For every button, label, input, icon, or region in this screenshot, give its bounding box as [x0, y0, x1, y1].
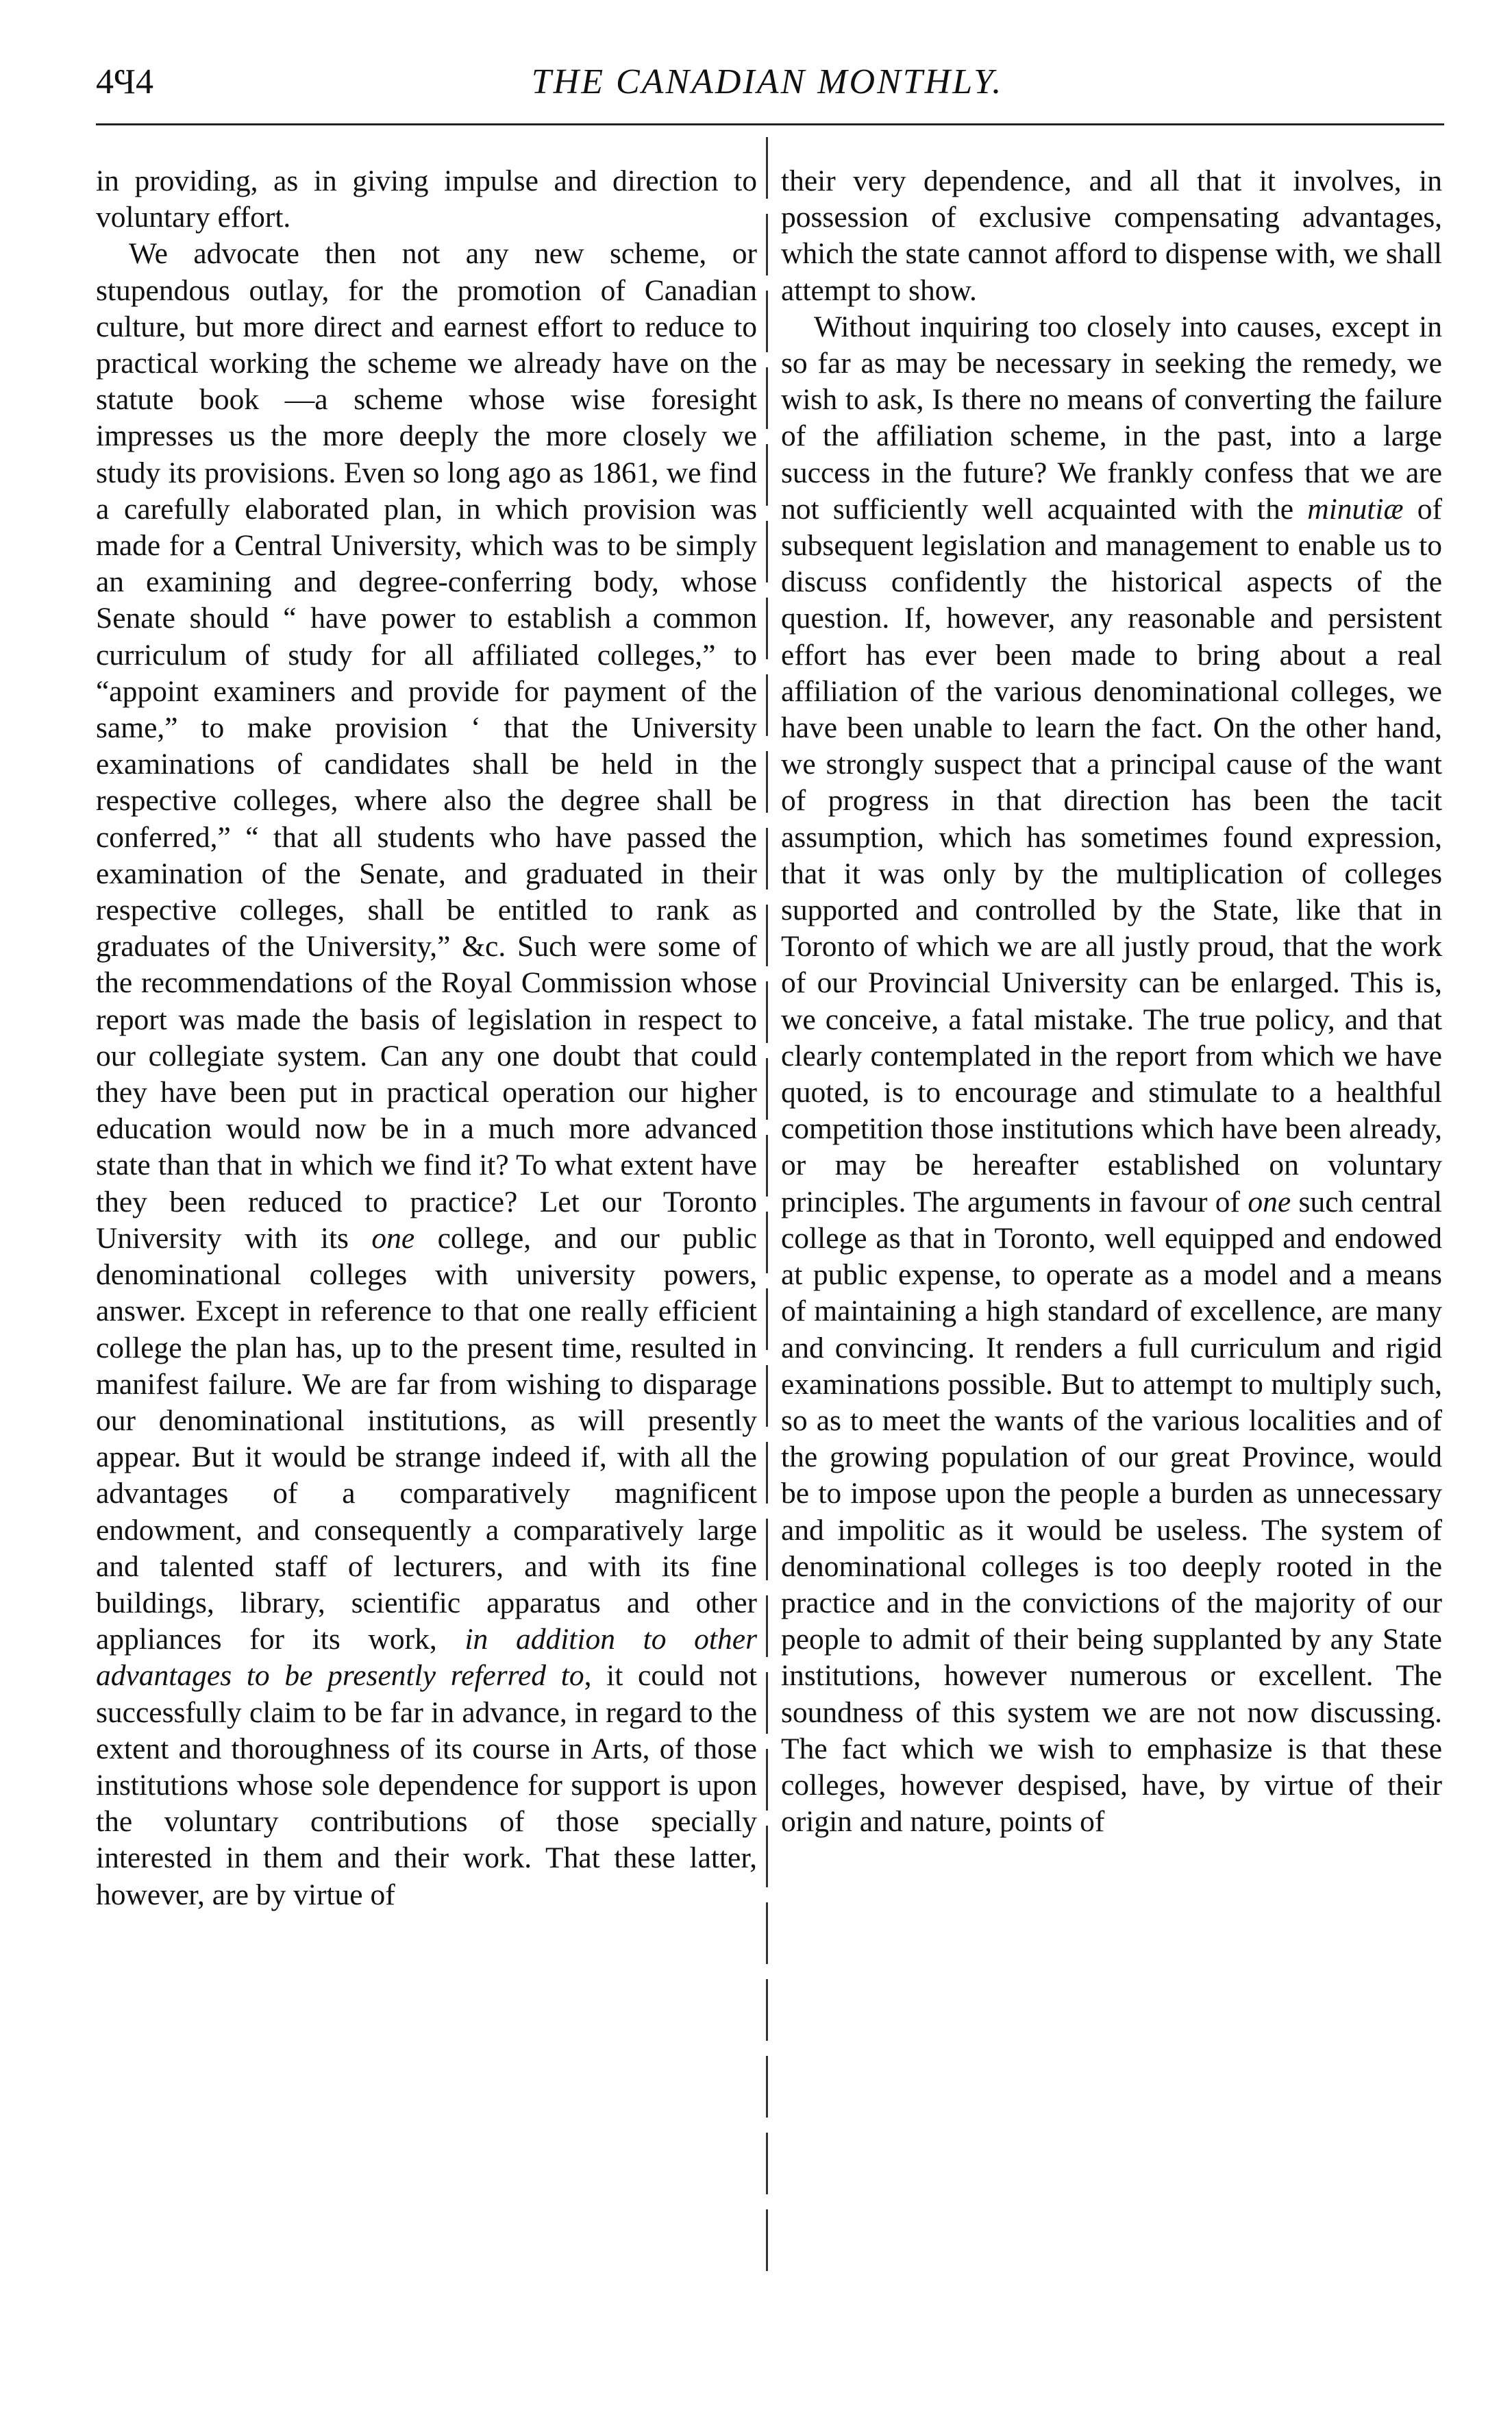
paragraph-without-inquiring — [781, 309, 1442, 1841]
header-rule — [96, 123, 1444, 125]
text-run: We advocate then not any new scheme, or stupendous outlay, for the promotion of Canadian culture, but more direct and earnest effort to reduce to practical working the scheme we already have on the statute book —a scheme whose wise foresight impresses us the more deeply the more closely we study its provisions. Even so long ago as 1861, we find a carefully elaborated plan, in which provision was made for a Central University, which was to be simply an examining and degree-conferring body, whose Senate should “ have power to establish a common curriculum of study for all affiliated colleges,” to “appoint examiners and provide for payment of the same,” to make provision ‘ that the University examinations of candidates shall be held in the respective colleges, where also the degree shall be conferred,” “ that all students who have passed the examination of the Senate, and graduated in their respective colleges, shall be entitled to rank as graduates of the University,” &c. Such were some of the recommendations of the Royal Commission whose report was made the basis of legislation in respect to our collegiate system. Can any one doubt that could they have been put in practical operation our higher education would now be in a much more advanced state than that in which we find it? To what extent have they been reduced to practice? Let our Toronto University with its — [96, 237, 757, 1255]
text-run: college, and our public denominational colleges with university powers, answer. Except in reference to that one really efficient college the plan has, up to the present time, resulted in manifest failure. We are far from wishing to disparage our denominational institutions, as will presently appear. But it would be strange indeed if, with all the advantages of a comparatively magnificent endowment, and consequently a comparatively large and talented staff of lecturers, and with its fine buildings, library, scientific apparatus and other appliances for its work, — [96, 1221, 757, 1656]
text-run: such central college as that in Toronto, well equipped and endowed at public expense, to operate as a model and a means of maintaining a high standard of excellence, are many and convincing. It renders a full curriculum and rigid examinations possible. But to attempt to multiply such, so as to meet the wants of the various localities and of the growing population of our great Province, would be to impose upon the people a burden as unnecessary and impolitic as it would be useless. The system of denominational colleges is too deeply rooted in the practice and in the convictions of the majority of our people to admit of their being supplanted by any State institutions, however numerous or excellent. The soundness of this system we are not now discussing. The fact which we wish to emphasize is that these colleges, however despised, have, by virtue of their origin and nature, points of — [781, 1185, 1442, 1839]
text-run: Without inquiring too closely into causes, except in so far as may be necessary in seeking the remedy, we wish to ask, Is there no means of converting the failure of the affiliation scheme, in the past, into a large success in the future? We frankly confess that we are not sufficiently well acquainted with the — [781, 310, 1442, 526]
italic-text: one — [1248, 1185, 1291, 1218]
column-divider — [766, 137, 768, 2275]
text-run: , it could not successfully claim to be far in advance, in regard to the extent and thoroughness of its course in Arts, of those institutions whose sole dependence for support is upon the voluntary contributions of those specially interested in them and their work. That these latter, however, are by virtue of — [96, 1659, 757, 1911]
text-run: of subsequent legislation and management to enable us to discuss confidently the historical aspects of the question. If, however, any reasonable and persistent effort has ever been made to bring about a real affiliation of the various denominational colleges, we have been unable to learn the fact. On the other hand, we strongly suspect that a principal cause of the want of progress in that direction has been the tacit assumption, which has sometimes found expression, that it was only by the multiplication of colleges supported and controlled by the State, like that in Toronto of which we are all justly proud, that the work of our Provincial University can be enlarged. This is, we conceive, a fatal mistake. The true policy, and that clearly contemplated in the report from which we have quoted, is to encourage and stimulate to a healthful competition those institutions which have been already, or may be hereafter established on voluntary principles. The arguments in favour of — [781, 492, 1442, 1218]
page-number: 4Ϥ4 — [96, 62, 154, 101]
italic-text: in addition to other advantages to be presently referred to — [96, 1623, 757, 1693]
paragraph-advocate — [96, 236, 757, 1913]
running-title: THE CANADIAN MONTHLY. — [531, 62, 1004, 101]
italic-text: minutiæ — [1307, 492, 1404, 526]
italic-text: one — [371, 1221, 415, 1255]
page-header — [96, 55, 1439, 110]
paragraph-continued: in providing, as in giving impulse and direction to voluntary effort. — [96, 164, 757, 234]
left-column — [96, 163, 757, 1913]
right-column — [781, 163, 1442, 1840]
paragraph-continued: their very dependence, and all that it involves, in possession of exclusive compensating advantages, which the state cannot afford to dispense with, we shall attempt to show. — [781, 164, 1442, 307]
